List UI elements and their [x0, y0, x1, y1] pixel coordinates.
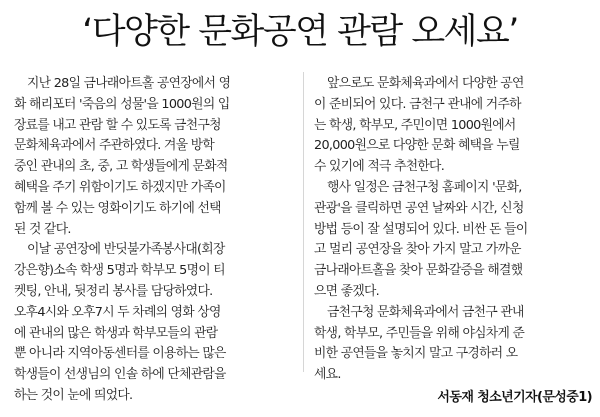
paragraph-line: 방법 등이 잘 설명되어 있다. 비싼 돈 들이 — [314, 221, 528, 237]
paragraph-line: 금나래아트홀을 찾아 문화갈증을 해결했 — [314, 263, 523, 279]
paragraph-line: 관광'을 클릭하면 공연 날짜와 시간, 신청 — [314, 200, 524, 216]
paragraph-line: 중인 관내의 초, 중, 고 학생들에게 문화적 — [14, 159, 228, 175]
column-divider — [303, 72, 304, 372]
paragraph-line: 비한 공연들을 놓치지 말고 구경하러 오 — [314, 346, 518, 362]
paragraph-line: 행사 일정은 금천구청 홈페이지 '문화, — [327, 179, 522, 195]
paragraph-line: 오후4시와 오후7시 두 차례의 영화 상영 — [14, 304, 221, 320]
paragraph-line: 혜택을 주기 위함이기도 하겠지만 가족이 — [14, 179, 226, 195]
paragraph-line: 고 멀리 공연장을 찾아 가지 말고 가까운 — [314, 242, 521, 258]
article-column-right — [314, 74, 596, 386]
article-column-left — [14, 74, 296, 407]
paragraph-line: 문화체육과에서 주관하였다. 겨울 방학 — [14, 138, 215, 154]
paragraph-line: 된 것 같다. — [14, 221, 71, 237]
article-headline: ‘다양한 문화공연 관람 오세요’ — [82, 12, 518, 52]
paragraph-line: 지난 28일 금나래아트홀 공연장에서 영 — [27, 76, 231, 91]
paragraph-line: 학생, 학부모, 주민들을 위해 야심차게 준 — [314, 325, 525, 341]
paragraph-line: 하는 것이 눈에 띄었다. — [14, 387, 133, 403]
paragraph-line: 수 있기에 적극 추천한다. — [314, 159, 445, 175]
paragraph-line: 세요. — [314, 367, 341, 383]
paragraph-line: 화 해리포터 '죽음의 성물'을 1000원의 입 — [14, 96, 230, 112]
paragraph-line: 강은향)소속 학생 5명과 학부모 5명이 티 — [14, 263, 225, 279]
paragraph-line: 으면 좋겠다. — [314, 283, 380, 299]
paragraph-line: 켓팅, 안내, 뒷정리 봉사를 담당하였다. — [14, 283, 213, 299]
paragraph-line: 학생들이 선생님의 인솔 하에 단체관람을 — [14, 367, 226, 383]
paragraph-line: 이날 공연장에 반딧불가족봉사대(회장 — [27, 242, 225, 258]
paragraph-line: 앞으로도 문화체육과에서 다양한 공연 — [327, 76, 524, 91]
paragraph-line: 함께 볼 수 있는 영화이기도 하기에 선택 — [14, 200, 221, 216]
paragraph-line: 뿐 아니라 지역아동센터를 이용하는 많은 — [14, 346, 226, 362]
paragraph-line: 장료를 내고 관람 할 수 있도록 금천구청 — [14, 117, 221, 133]
paragraph-line: 이 준비되어 있다. 금천구 관내에 거주하 — [314, 96, 521, 112]
paragraph-line: 에 관내의 많은 학생과 학부모들의 관람 — [14, 325, 218, 341]
article-byline: 서동재 청소년기자(문성중1) — [437, 390, 592, 405]
paragraph-line: 금천구청 문화체육과에서 금천구 관내 — [327, 304, 524, 320]
paragraph-line: 20,000원으로 다양한 문화 혜택을 누릴 — [314, 138, 520, 154]
paragraph-line: 는 학생, 학부모, 주민이면 1000원에서 — [314, 117, 516, 133]
